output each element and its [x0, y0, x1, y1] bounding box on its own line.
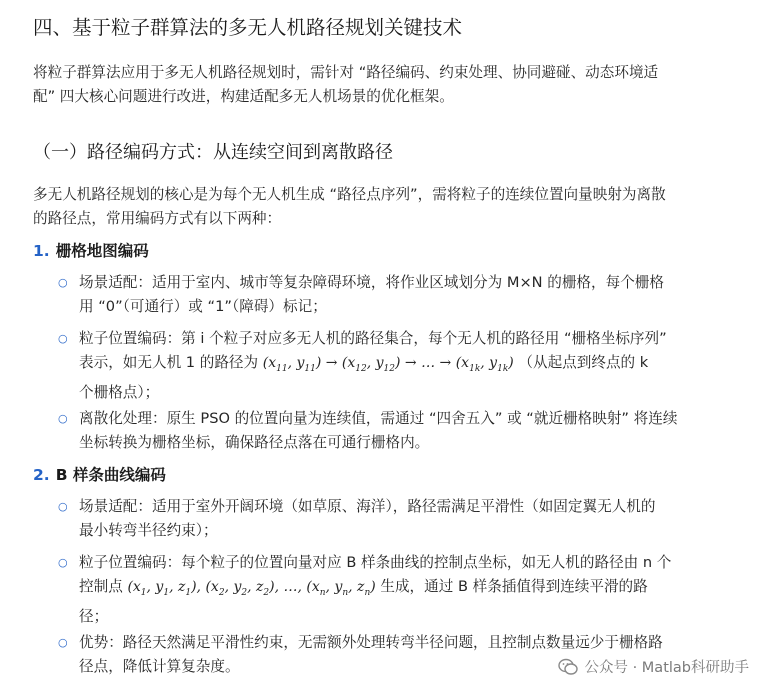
list-item-line: 粒子位置编码：每个粒子的位置向量对应 B 样条曲线的控制点坐标，如无人机的路径由 n 个 [79, 554, 672, 571]
list-item [79, 551, 749, 629]
method-heading [33, 239, 149, 263]
list-item-line: 粒子位置编码：第 i 个粒子对应多无人机的路径集合，每个无人机的路径用 “栅格坐标序列” [79, 330, 667, 347]
method-title: B 样条曲线编码 [55, 466, 166, 484]
text-fragment: 控制点 [79, 578, 123, 595]
text-fragment: 生成，通过 B 样条插值得到连续平滑的路 [380, 578, 648, 595]
hollow-circle-icon: ○ [58, 636, 68, 649]
list-item-line [79, 575, 749, 605]
list-item-line: 径点，降低计算复杂度。 [79, 658, 240, 675]
paragraph-line: 的路径点，常用编码方式有以下两种： [33, 210, 282, 227]
method-heading [33, 463, 166, 487]
list-item [79, 271, 749, 319]
list-item [79, 327, 749, 405]
list-item-line: 径； [79, 607, 109, 625]
method-number: 1. [33, 242, 50, 260]
list-item-line: 坐标转换为栅格坐标，确保路径点落在可通行栅格内。 [79, 434, 430, 451]
math-formula: ($x_{11}$, $y_{11}) \to (x_{12}$, $y_{12}$) → … → ($x_{1k}$, $y_{1k}$) [262, 355, 514, 374]
hollow-circle-icon: ○ [58, 412, 68, 425]
list-item [79, 407, 749, 455]
subsection-paragraph [33, 183, 738, 231]
watermark [558, 656, 749, 677]
intro-paragraph [33, 61, 738, 109]
method-number: 2. [33, 466, 50, 484]
method-title: 栅格地图编码 [55, 242, 149, 260]
list-item-line: 个栅格点）； [79, 383, 160, 401]
section-heading: 四、基于粒子群算法的多无人机路径规划关键技术 [33, 16, 463, 39]
list-item-line: 优势：路径天然满足平滑性约束，无需额外处理转弯半径问题，且控制点数量远少于栅格路 [79, 634, 663, 651]
wechat-icon [558, 658, 578, 676]
hollow-circle-icon: ○ [58, 332, 68, 345]
text-fragment: 表示，如无人机 1 的路径为 [79, 354, 259, 371]
list-item-line: 用 “0”（可通行）或 “1”（障碍）标记； [79, 298, 327, 315]
intro-line: 将粒子群算法应用于多无人机路径规划时，需针对 “路径编码、约束处理、协同避碰、动态环境适 [33, 64, 659, 81]
list-item-line: 场景适配：适用于室内、城市等复杂障碍环境，将作业区域划分为 M×N 的栅格，每个栅格 [79, 274, 664, 291]
list-item-line: 场景适配：适用于室外开阔环境（如草原、海洋），路径需满足平滑性（如固定翼无人机的 [79, 498, 656, 515]
list-item-line: 最小转弯半径约束）； [79, 522, 218, 539]
math-formula: ($x_1$, $y_1$, $z_1$), ($x_2$, $y_2$, $z_2$), …, ($x_n$, $y_n$, $z_n$) [127, 579, 376, 598]
paragraph-line: 多无人机路径规划的核心是为每个无人机生成 “路径点序列”，需将粒子的连续位置向量映射为离散 [33, 186, 666, 203]
hollow-circle-icon: ○ [58, 556, 68, 569]
list-item [79, 495, 749, 543]
subsection-heading: （一）路径编码方式：从连续空间到离散路径 [33, 142, 393, 163]
hollow-circle-icon: ○ [58, 276, 68, 289]
hollow-circle-icon: ○ [58, 500, 68, 513]
text-fragment: （从起点到终点的 k [518, 354, 649, 371]
watermark-text: 公众号 · Matlab科研助手 [584, 660, 749, 676]
list-item-line: 离散化处理：原生 PSO 的位置向量为连续值，需通过 “四舍五入” 或 “就近栅格映射” 将连续 [79, 410, 678, 427]
intro-line: 配” 四大核心问题进行改进，构建适配多无人机场景的优化框架。 [33, 88, 454, 105]
list-item-line [79, 351, 749, 381]
